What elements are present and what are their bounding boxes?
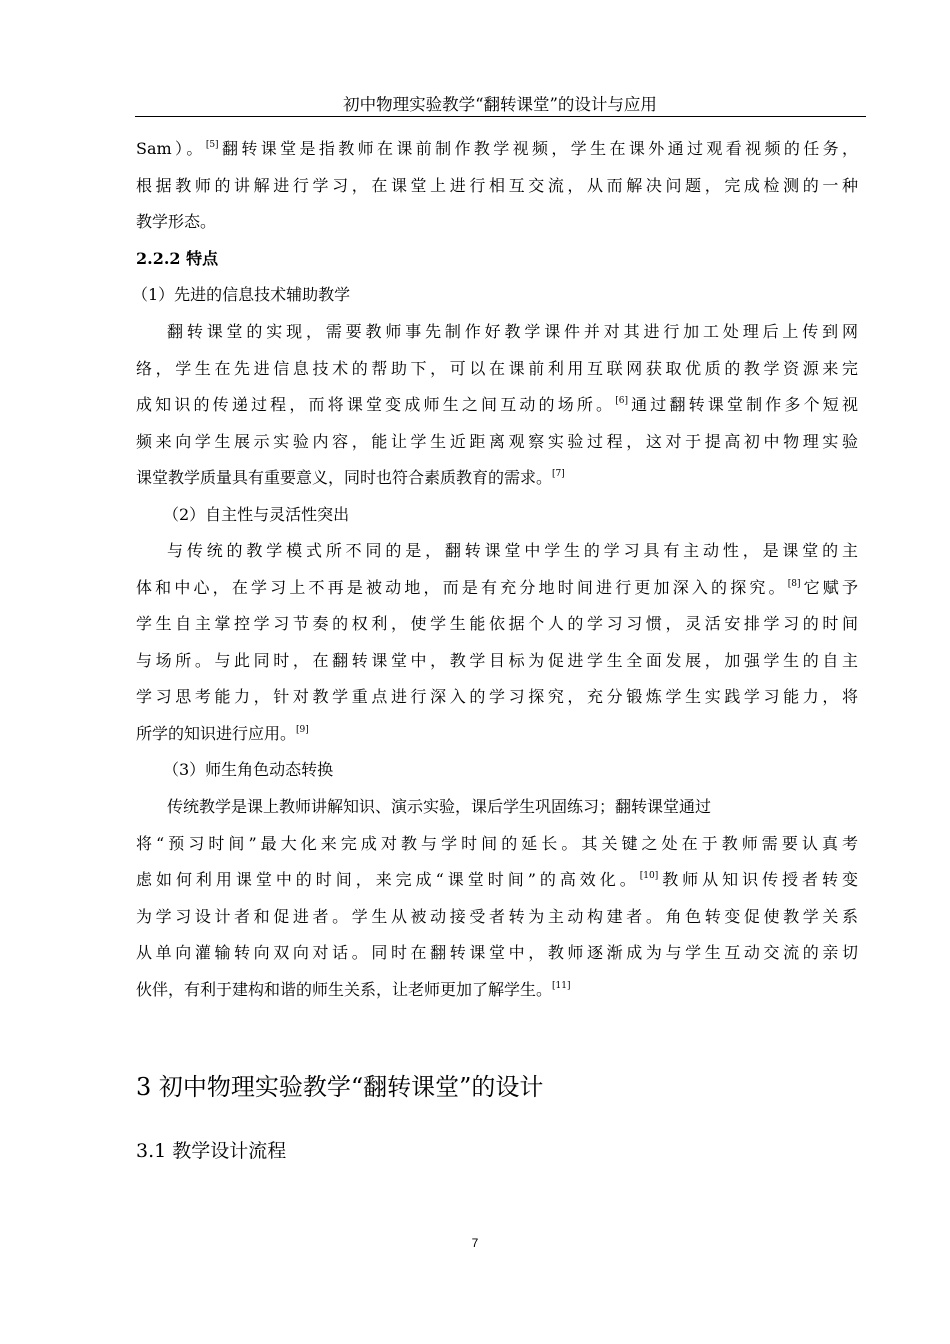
citation: [11] [552,981,571,991]
text-line: Sam）。[5]翻转课堂是指教师在课前制作教学视频，学生在课外通过观看视频的任务， [136,139,858,158]
citation: [7] [552,469,565,479]
subheading-1: （1）先进的信息技术辅助教学 [132,285,351,304]
citation: [10] [639,871,659,881]
text-line: 从单向灌输转向双向对话。同时在翻转课堂中，教师逐渐成为与学生互动交流的亲切 [136,943,858,962]
text-line: 成知识的传递过程，而将课堂变成师生之间互动的场所。[6]通过翻转课堂制作多个短视 [136,395,858,414]
text-line: 与场所。与此同时，在翻转课堂中，教学目标为促进学生全面发展，加强学生的自主 [136,651,858,670]
text-line: 为学习设计者和促进者。学生从被动接受者转为主动构建者。角色转变促使教学关系 [136,907,858,926]
page-number: 7 [471,1236,479,1250]
text-line: 翻转课堂的实现，需要教师事先制作好教学课件并对其进行加工处理后上传到网 [167,322,858,341]
text-line: 学习思考能力，针对教学重点进行深入的学习探究，充分锻炼学生实践学习能力，将 [136,687,858,706]
citation: [8] [787,579,801,589]
citation: [9] [296,725,309,735]
text-line: 传统教学是课上教师讲解知识、演示实验，课后学生巩固练习；翻转课堂通过 [167,797,712,816]
section-heading-2-2-2: 2.2.2 特点 [136,249,219,268]
text-line: 虑如何利用课堂中的时间，来完成“课堂时间”的高效化。[10]教师从知识传授者转变 [136,870,858,889]
citation: [6] [615,396,628,406]
text-line: 伙伴，有利于建构和谐的师生关系，让老师更加了解学生。[11] [136,980,571,999]
text-line: 课堂教学质量具有重要意义，同时也符合素质教育的需求。[7] [136,468,565,487]
running-header: 初中物理实验教学“翻转课堂”的设计与应用 [343,95,657,114]
chapter-heading: 3 初中物理实验教学“翻转课堂”的设计 [136,1073,544,1101]
text-line: 频来向学生展示实验内容，能让学生近距离观察实验过程，这对于提高初中物理实验 [136,432,858,451]
header-rule [135,116,866,117]
text-line: 络，学生在先进信息技术的帮助下，可以在课前利用互联网获取优质的教学资源来完 [136,359,858,378]
text-line: 所学的知识进行应用。[9] [136,724,309,743]
text-line: 学生自主掌控学习节奏的权利，使学生能依据个人的学习习惯，灵活安排学习的时间 [136,614,858,633]
section-heading: 3.1 教学设计流程 [136,1140,287,1162]
subheading-2: （2）自主性与灵活性突出 [163,505,350,524]
citation: [5] [205,140,219,150]
text-line: 与传统的教学模式所不同的是，翻转课堂中学生的学习具有主动性，是课堂的主 [167,541,858,560]
text-line: 教学形态。 [136,212,217,231]
text-line: 将“预习时间”最大化来完成对教与学时间的延长。其关键之处在于教师需要认真考 [136,834,858,853]
text-line: 根据教师的讲解进行学习，在课堂上进行相互交流，从而解决问题，完成检测的一种 [136,176,858,195]
subheading-3: （3）师生角色动态转换 [163,760,334,779]
text-line: 体和中心，在学习上不再是被动地，而是有充分地时间进行更加深入的探究。[8]它赋予 [136,578,858,597]
